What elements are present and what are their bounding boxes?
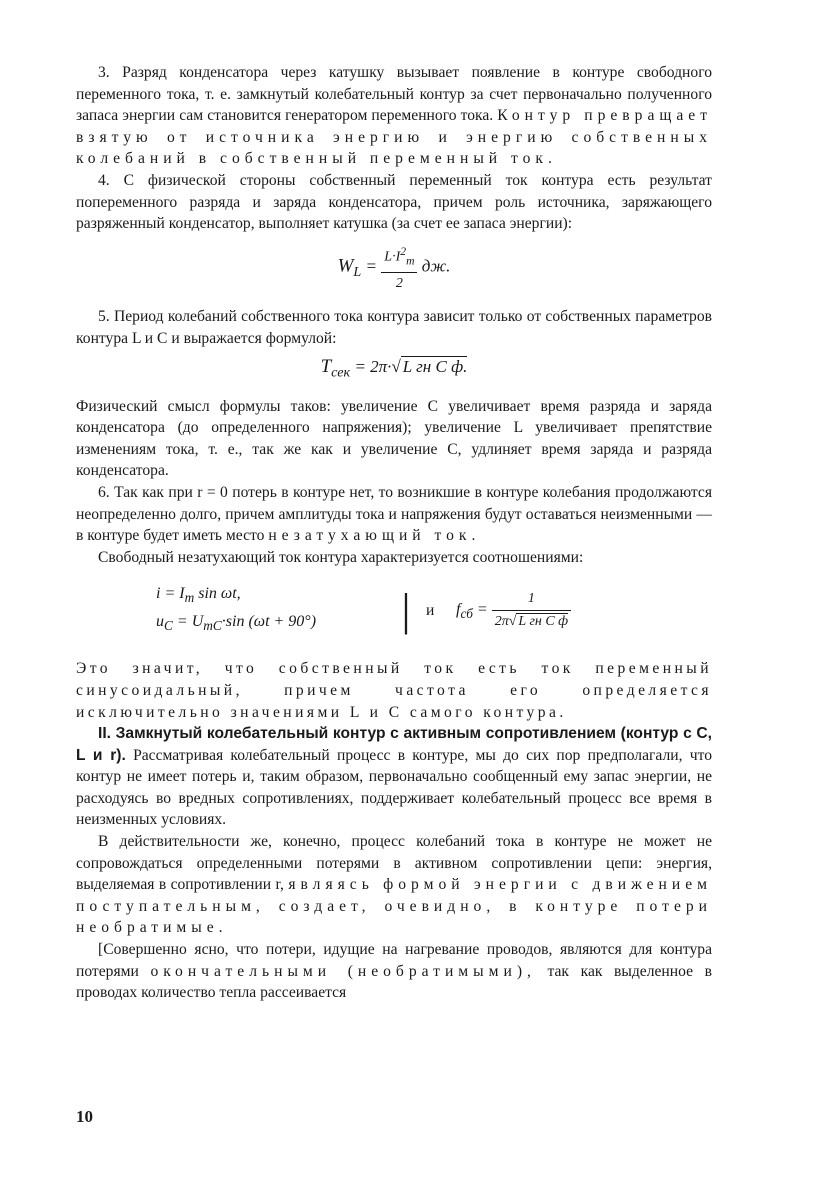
- right-brace: |: [401, 584, 411, 636]
- paragraph-4: 4. С физической стороны собственный переменный ток контура есть результат попеременного разряда и заряда конденсатора, причем роль источника, заряжающего разряженный конденсатор, выполняет катушка (за счет ее запаса энергии):: [76, 171, 712, 233]
- paragraph-last: [Совершенно ясно, что потери, идущие на нагревание проводов, являются для контура потерями окончательными (необратимыми), так как выделенное в проводах количество тепла рассеивается: [76, 941, 712, 1002]
- paragraph-ii: II. Замкнутый колебательный контур с активным сопротивлением (контур с C, L и r). Рассматривая колебательный процесс в контуре, мы до сих пор предполагали, что контур не имеет потерь и, таким образом, первоначально сообщенный ему запас энергии, не расходуясь во вредных сопротивлениях, поддерживает колебательный процесс все время в неизменных условиях.: [76, 725, 712, 829]
- paragraph-physical: Физический смысл формулы таков: увеличение C увеличивает время разряда и заряда конденсатора (до определенного напряжения); увеличение L увеличивает препятствие изменениям тока, т. е., так же как и увеличение C, удлиняет время заряда и разряда конденсатора.: [76, 397, 712, 480]
- paragraph-6: 6. Так как при r = 0 потерь в контуре нет, то возникшие в контуре колебания продолжаются неопределенно долго, причем амплитуды тока и напряжения будут оставаться неизменными — в контуре будет иметь место незатухающий ток.: [76, 483, 712, 545]
- paragraph-5: 5. Период колебаний собственного тока контура зависит только от собственных параметров контура L и C и выражается формулой:: [76, 308, 712, 347]
- oscillation-system: $i = I_m$ sin ωt, $u_C = U_{mC}\cdot\sin$ (ωt + 90°) | и $f_{сб}$ = $\frac{1}{\text{2π√ L гн C ф}}$: [76, 578, 712, 642]
- paragraph-meaning: Это значит, что собственный ток есть ток переменный синусоидальный, причем частота его определяется исключительно значениями L и C самого контура.: [76, 660, 712, 721]
- page-number: 10: [76, 1107, 93, 1126]
- energy-formula: $W_L$ = $\frac{L\cdot I^2_m}{2}$ дж.: [76, 241, 712, 295]
- paragraph-reality: В действительности же, конечно, процесс колебаний тока в контуре не может не сопровождаться определенными потерями в активном сопротивлении цепи: энергия, выделяемая в сопротивлении r, являясь формой энергии с движением поступательным, создает, очевидно, в контуре потери необратимые.: [76, 833, 712, 937]
- period-formula: $T_{сек} = 2\pi\cdot√$ L гн C ф.: [320, 355, 468, 380]
- paragraph-3: 3. Разряд конденсатора через катушку вызывает появление в контуре свободного переменного тока, т. е. замкнутый колебательный контур за счет первоначально полученного запаса энергии сам становится генератором переменного тока. Контур превращает взятую от источника энергию и энергию собственных колебаний в собственный переменный ток.: [76, 64, 712, 168]
- page-body: [76, 62, 712, 1004]
- paragraph-free-current: Свободный незатухающий ток контура характеризуется соотношениями:: [98, 548, 584, 566]
- spaced-text: Контур превращает взятую от источника энергию и энергию собственных колебаний в собственный переменный ток.: [76, 107, 712, 168]
